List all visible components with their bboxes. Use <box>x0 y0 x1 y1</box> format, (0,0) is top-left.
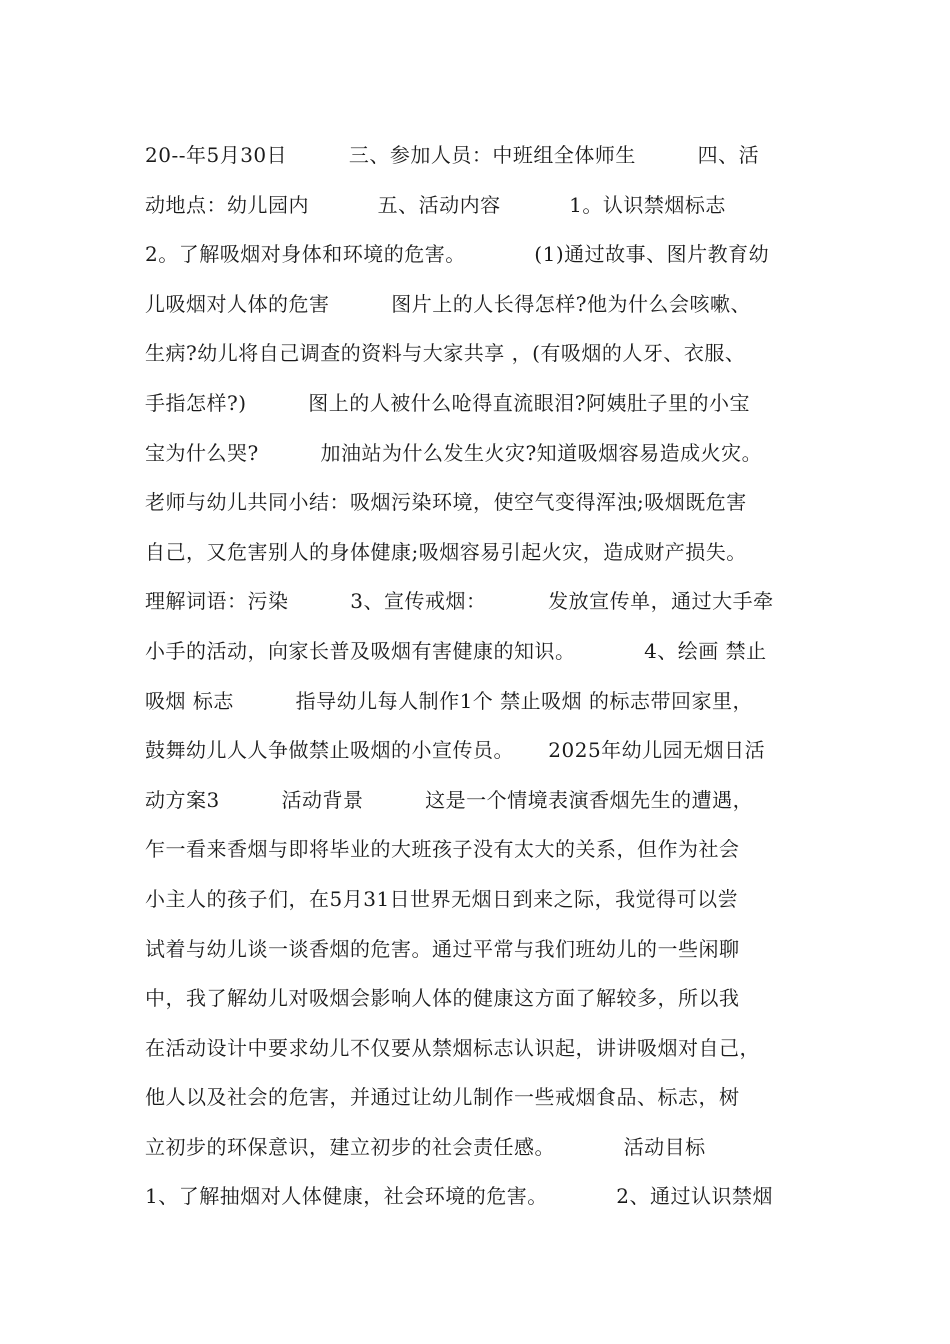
text-line: 1、了解抽烟对人体健康，社会环境的危害。 2、通过认识禁烟 <box>145 1184 774 1209</box>
text-line: 小主人的孩子们，在5月31日世界无烟日到来之际，我觉得可以尝 <box>145 886 739 911</box>
text-line: 鼓舞幼儿人人争做禁止吸烟的小宣传员。 2025年幼儿园无烟日活 <box>145 738 766 763</box>
text-line: 2。了解吸烟对身体和环境的危害。 (1)通过故事、图片教育幼 <box>145 242 770 267</box>
text-line: 宝为什么哭? 加油站为什么发生火灾?知道吸烟容易造成火灾。 <box>145 440 763 465</box>
text-line: 小手的活动，向家长普及吸烟有害健康的知识。 4、绘画 禁止 <box>145 638 767 663</box>
text-line: 生病?幼儿将自己调查的资料与大家共享 ，(有吸烟的人牙、衣服、 <box>145 341 746 366</box>
body-text <box>145 131 835 1222</box>
text-line: 他人以及社会的危害，并通过让幼儿制作一些戒烟食品、标志，树 <box>145 1085 740 1110</box>
text-line: 理解词语：污染 3、宣传戒烟： 发放宣传单，通过大手牵 <box>145 589 774 614</box>
text-line: 中，我了解幼儿对吸烟会影响人体的健康这方面了解较多，所以我 <box>145 986 740 1011</box>
text-line: 老师与幼儿共同小结：吸烟污染环境，使空气变得浑浊;吸烟既危害 <box>145 490 747 515</box>
text-line: 在活动设计中要求幼儿不仅要从禁烟标志认识起，讲讲吸烟对自己， <box>145 1035 760 1060</box>
text-line: 试着与幼儿谈一谈香烟的危害。通过平常与我们班幼儿的一些闲聊 <box>145 936 740 961</box>
text-line: 动地点：幼儿园内 五、活动内容 1。认识禁烟标志 <box>145 192 726 217</box>
text-line: 立初步的环保意识，建立初步的社会责任感。 活动目标 <box>145 1134 706 1159</box>
text-line: 动方案3 活动背景 这是一个情境表演香烟先生的遭遇， <box>145 787 754 812</box>
text-line: 乍一看来香烟与即将毕业的大班孩子没有太大的关系，但作为社会 <box>145 837 740 862</box>
text-line: 吸烟 标志 指导幼儿每人制作1个 禁止吸烟 的标志带回家里， <box>145 688 754 713</box>
text-line: 自己，又危害别人的身体健康;吸烟容易引起火灾，造成财产损失。 <box>145 539 747 564</box>
text-line: 20--年5月30日 三、参加人员：中班组全体师生 四、活 <box>145 143 760 167</box>
text-line: 手指怎样?) 图上的人被什么呛得直流眼泪?阿姨肚子里的小宝 <box>145 390 750 415</box>
text-line: 儿吸烟对人体的危害 图片上的人长得怎样?他为什么会咳嗽、 <box>145 291 751 316</box>
